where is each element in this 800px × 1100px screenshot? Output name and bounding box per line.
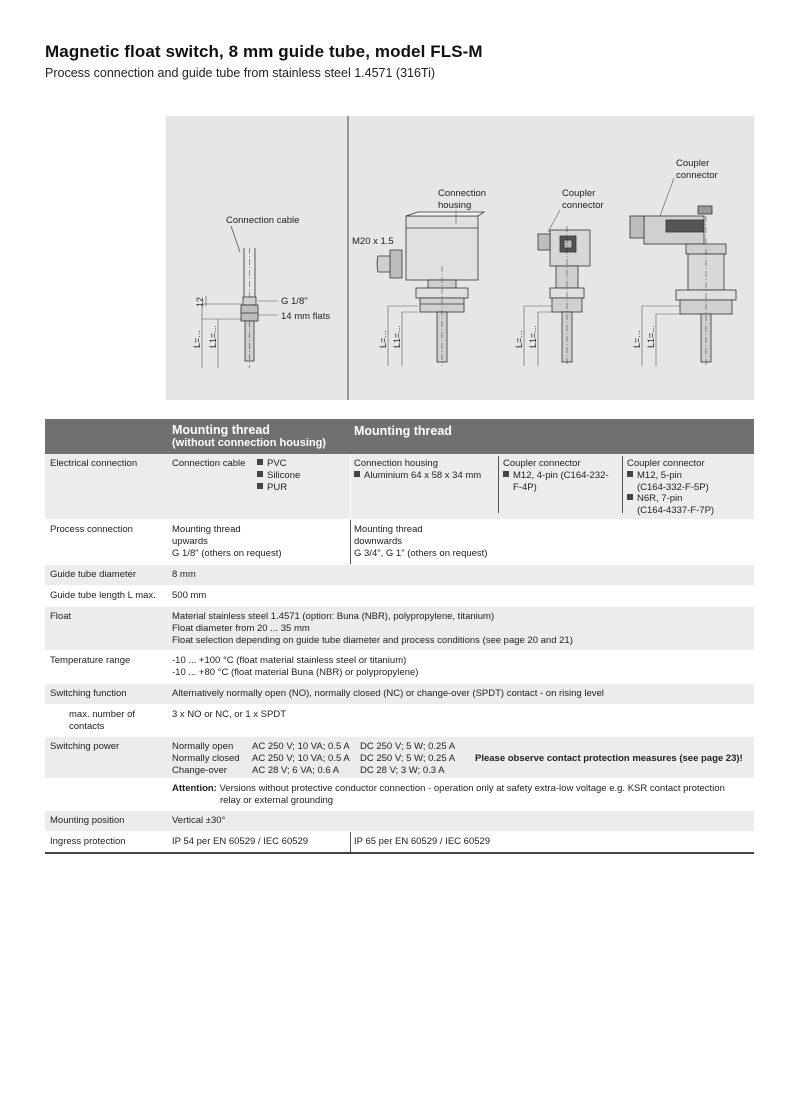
row-temperature-range	[45, 651, 754, 684]
switching-power-names: Normally open Normally closed Change-over	[172, 741, 240, 776]
row-value: -10 ... +100 °C (float material stainless steel or titanium) -10 ... +80 °C (float material Buna (NBR) or polypropylene)	[172, 655, 419, 678]
dim-L-3: L=...	[514, 330, 524, 348]
row-label: Guide tube length L max.	[50, 590, 156, 601]
header-col2-title: Mounting thread	[354, 424, 452, 438]
housing-option: Connection housing Aluminium 64 x 58 x 34 mm	[354, 458, 482, 481]
header-col1-subtitle: (without connection housing)	[172, 437, 326, 449]
row-mounting-position	[45, 811, 754, 832]
contact-protection-note: Please observe contact protection measures (see page 23)!	[475, 753, 743, 764]
row-max-contacts	[45, 705, 754, 737]
row-label: Switching power	[50, 741, 120, 752]
dim-L1-3: L1=...	[528, 325, 538, 348]
row-guide-tube-length	[45, 586, 754, 607]
ingress-housing-version: IP 65 per EN 60529 / IEC 60529	[354, 836, 491, 847]
row-label: max. number of contacts	[69, 709, 135, 732]
label-coupler-2b: connector	[676, 170, 718, 181]
row-float	[45, 607, 754, 651]
dim-L-1: L=...	[192, 330, 202, 348]
label-coupler-1b: connector	[562, 200, 604, 211]
switching-power-dc: DC 250 V; 5 W; 0.25 A DC 250 V; 5 W; 0.25 A DC 28 V; 3 W; 0.3 A	[360, 741, 456, 776]
dim-L1-2: L1=...	[392, 325, 402, 348]
coupler-5pin-7pin-option: Coupler connector M12, 5-pin (C164-332-F-5P) N6R, 7-pin (C164-4337-F-7P)	[627, 458, 715, 517]
label-connection-housing-2: housing	[438, 200, 472, 211]
label-connection-cable: Connection cable	[226, 215, 300, 226]
header-col1-title: Mounting thread	[172, 423, 270, 437]
row-label: Ingress protection	[50, 836, 126, 847]
process-downwards: Mounting thread downwards G 3/4", G 1" (others on request)	[354, 524, 488, 559]
row-label: Mounting position	[50, 815, 125, 826]
dim-L1-4: L1=...	[646, 325, 656, 348]
label-m20: M20 x 1.5	[352, 236, 394, 247]
page-subtitle: Process connection and guide tube from stainless steel 1.4571 (316Ti)	[45, 66, 436, 80]
dim-L-2: L=...	[378, 330, 388, 348]
row-value: Vertical ±30°	[172, 815, 226, 826]
product-drawings	[166, 116, 754, 400]
row-switching-power	[45, 737, 754, 779]
ingress-cable-version: IP 54 per EN 60529 / IEC 60529	[172, 836, 309, 847]
row-label: Temperature range	[50, 655, 131, 666]
switching-power-ac: AC 250 V; 10 VA; 0.5 A AC 250 V; 10 VA; 0.5 A AC 28 V; 6 VA; 0.6 A	[252, 741, 350, 776]
coupler-m12-option: Coupler connector M12, 4-pin (C164-232- F-4P)	[503, 458, 609, 493]
row-attention	[45, 779, 754, 811]
label-flats: 14 mm flats	[281, 311, 331, 322]
row-label: Float	[50, 611, 72, 622]
process-upwards: Mounting thread upwards G 1/8" (others on request)	[172, 524, 282, 559]
cable-options: Connection cable	[172, 458, 246, 469]
attention-note: Attention: Versions without protective conductor connection - operation only at safety extra-low voltage e.g. KSR contact protection relay or external grounding	[172, 783, 725, 806]
label-coupler-1a: Coupler	[562, 188, 596, 199]
spec-table	[45, 419, 754, 854]
table-header	[45, 419, 754, 454]
row-label: Switching function	[50, 688, 127, 699]
row-label: Process connection	[50, 524, 133, 535]
row-value: Alternatively normally open (NO), normally closed (NC) or change-over (SPDT) contact - on rising level	[172, 688, 604, 699]
attention-label: Attention:	[172, 783, 217, 794]
row-label: Electrical connection	[50, 458, 138, 469]
label-connection-housing-1: Connection	[438, 188, 487, 199]
label-g18: G 1/8"	[281, 296, 308, 307]
cable-material-list: PVC Silicone PUR	[257, 454, 300, 493]
row-value: Material stainless steel 1.4571 (option: Buna (NBR), polypropylene, titanium) Float diameter from 20 ... 35 mm Float selection depending on guide tube diameter and process conditions (see page 20 and 21)	[172, 611, 573, 646]
row-value: 500 mm	[172, 590, 207, 601]
dim-L1-1: L1=...	[208, 325, 218, 348]
dim-12: 12	[195, 296, 205, 307]
label-coupler-2a: Coupler	[676, 158, 710, 169]
row-switching-function	[45, 684, 754, 705]
page-title: Magnetic float switch, 8 mm guide tube, model FLS-M	[45, 42, 483, 61]
row-guide-tube-diameter	[45, 565, 754, 586]
row-ingress-protection	[45, 832, 754, 852]
row-label: Guide tube diameter	[50, 569, 137, 580]
table-bottom-rule	[45, 852, 754, 854]
row-electrical-connection	[45, 454, 754, 520]
row-value: 8 mm	[172, 569, 196, 580]
dim-L-4: L=...	[632, 330, 642, 348]
row-value: 3 x NO or NC, or 1 x SPDT	[172, 709, 287, 720]
row-process-connection	[45, 520, 754, 565]
